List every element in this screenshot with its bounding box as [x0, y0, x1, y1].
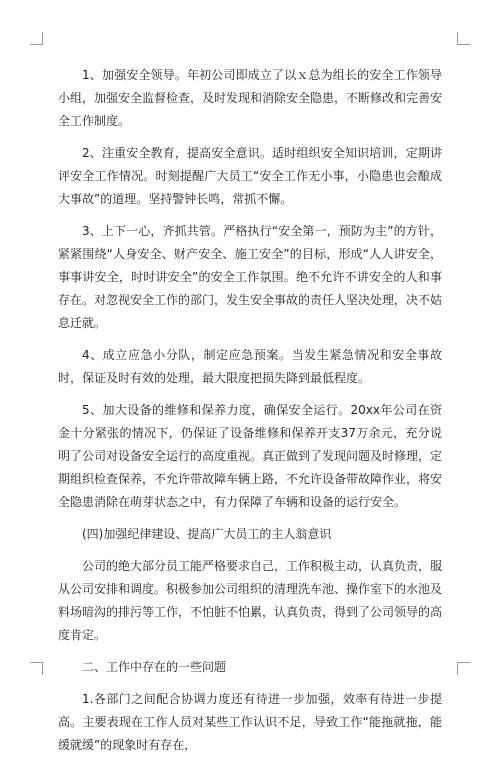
- paragraph-coordination-issue: 1.各部门之间配合协调力度还有待进一步加强，效率有待进一步提高。主要表现在工作人员对某些工作认识不足，导致工作“能拖就拖，能缓就缓”的现象时有存在，: [58, 692, 442, 752]
- paragraph-staff-conduct: 公司的绝大部分员工能严格要求自己，工作积极主动，认真负责，服从公司安排和调度。积极参加公司组织的清理洗车池、操作室下的水池及料场暗沟的排污等工作，不怕脏不怕累，认真负责，得到了公司领导的高度肯定。: [58, 559, 443, 642]
- document-body: [58, 64, 442, 766]
- section-heading-discipline: (四)加强纪律建设、提高广大员工的主人翁意识: [82, 527, 332, 541]
- paragraph-joint-management: 3、上下一心，齐抓共管。严格执行“安全第一，预防为主”的方针，紧紧围绕“人身安全、财产安全、施工安全”的目标，形成“人人讲安全，事事讲安全，时时讲安全”的安全工作氛围。绝不允许不讲安全的人和事存在。对忽视安全工作的部门，发生安全事故的责任人坚决处理，决不姑息迁就。: [58, 224, 443, 330]
- section-heading-problems: 二、工作中存在的一些问题: [82, 660, 227, 674]
- paragraph-emergency-team: 4、成立应急小分队，制定应急预案。当发生紧急情况和安全事故时，保证及时有效的处理，最大限度把损失降到最低程度。: [58, 348, 442, 385]
- crop-mark-top-left: [30, 32, 43, 45]
- crop-mark-top-right: [457, 32, 470, 45]
- crop-mark-bottom-left: [30, 662, 43, 675]
- paragraph-safety-education: 2、注重安全教育，提高安全意识。适时组织安全知识培训，定期讲评安全工作情况。时刻提醒广大员工“安全工作无小事，小隐患也会酿成大事故”的道理。坚持警钟长鸣，常抓不懈。: [58, 146, 442, 206]
- paragraph-safety-leadership: 1、加强安全领导。年初公司即成立了以ｘ总为组长的安全工作领导小组，加强安全监督检查，及时发现和消除安全隐患，不断修改和完善安全工作制度。: [58, 68, 443, 128]
- paragraph-equipment-maintenance: 5、加大设备的维修和保养力度，确保安全运行。20xx年公司在资金十分紧张的情况下，仍保证了设备维修和保养开支37万余元，充分说明了公司对设备安全运行的高度重视。真正做到了发现问题及时修理，定期组织检查保养，不允许带故障车辆上路，不允许设备带故障作业，将安全隐患消除在萌芽状态之中，有力保障了车辆和设备的运行安全。: [58, 403, 443, 509]
- crop-mark-bottom-right: [457, 662, 470, 675]
